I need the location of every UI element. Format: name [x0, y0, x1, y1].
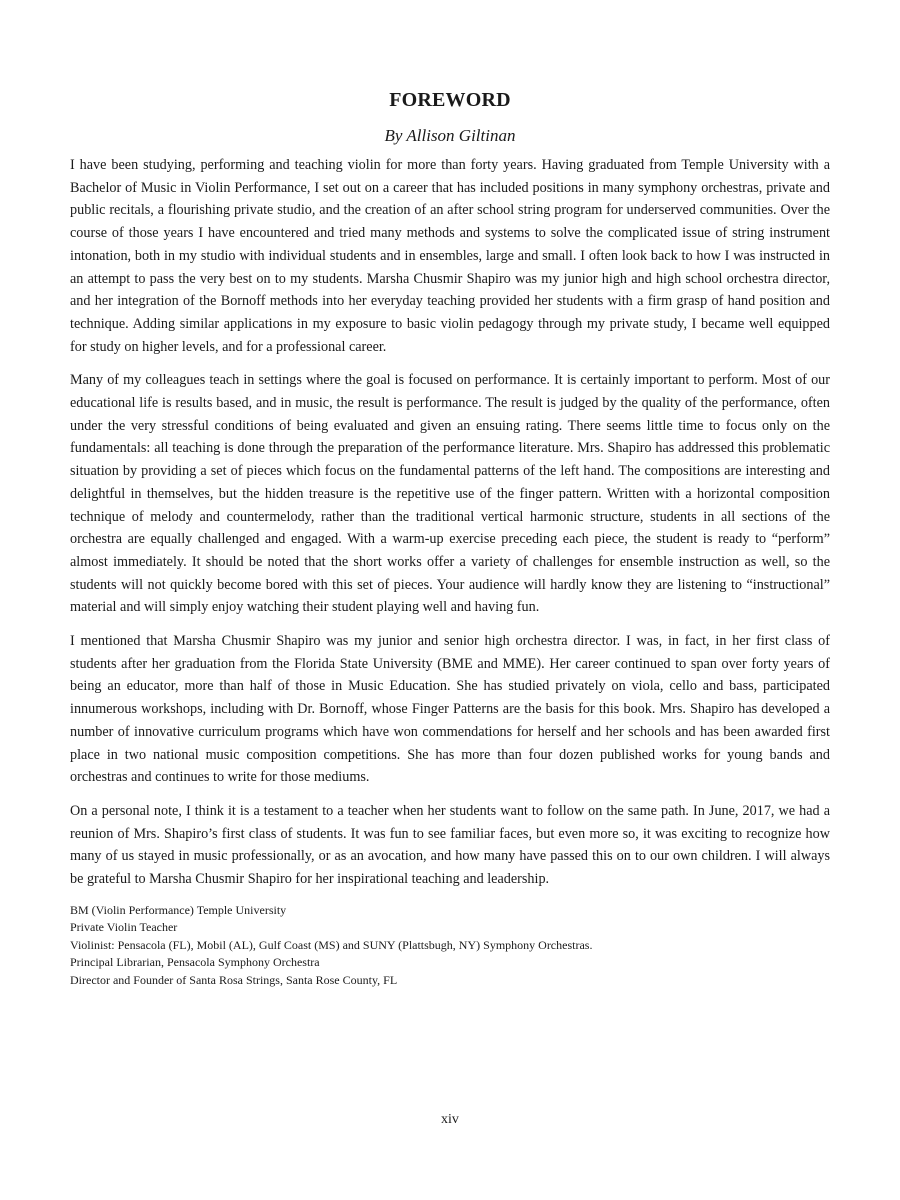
author-byline: By Allison Giltinan — [384, 126, 516, 145]
paragraph-4: On a personal note, I think it is a testament to a teacher when her students want to follow on the same path. In June, 2017, we had a reunion of Mrs. Shapiro’s first class of students. It was fun to see familiar faces, but even more so, it was exciting to recognize how many of us stayed in music professionally, or as an avocation, and how many have passed this on to our own children. I will always be grateful to Marsha Chusmir Shapiro for her inspirational teaching and leadership. — [70, 802, 830, 888]
credential-line: Principal Librarian, Pensacola Symphony Orchestra — [70, 955, 320, 970]
page-title: FOREWORD — [389, 89, 511, 111]
paragraph-2: Many of my colleagues teach in settings where the goal is focused on performance. It is certainly important to perform. Most of our educational life is results based, and in music, the result is performance. The result is judged by the quality of the performance, often under the very stressful conditions of being evaluated and given an ensuing rating. There seems little time to focus only on the fundamentals: all teaching is done through the preparation of the performance literature. Mrs. Shapiro has addressed this problematic situation by providing a set of pieces which focus on the fundamental patterns of the left hand. The compositions are interesting and delightful in themselves, but the hidden treasure is the repetitive use of the finger pattern. Written with a horizontal composition technique of melody and countermelody, rather than the traditional vertical harmonic structure, students in all sections of the orchestra are equally challenged and engaged. With a warm-up exercise preceding each piece, the student is ready to “perform” almost immediately. It should be noted that the short works offer a variety of challenges for ensemble instruction as well, so the students will not quickly become bored with this set of pieces. Your audience will hardly know they are listening to “instructional” material and will simply enjoy watching their student playing well and having fun. — [70, 372, 830, 616]
credential-line: Private Violin Teacher — [70, 920, 178, 935]
paragraph-1: I have been studying, performing and teaching violin for more than forty years. Having graduated from Temple University with a Bachelor of Music in Violin Performance, I set out on a career that has included positions in many symphony orchestras, private and public recitals, a flourishing private studio, and the creation of an after school string program for underserved communities. Over the course of those years I have encountered and tried many methods and systems to solve the complicated issue of string instrument intonation, both in my studio with individual students and in ensembles, large and small. I often look back to how I was instructed in an attempt to pass the very best on to my students. Marsha Chusmir Shapiro was my junior high and high school orchestra director, and her integration of the Bornoff methods into her everyday teaching provided her students with a firm grasp of hand position and technique. Adding similar applications in my exposure to basic violin pedagogy through my private study, I became well equipped for study on higher levels, and for a professional career. — [70, 157, 830, 355]
credential-line: Director and Founder of Santa Rosa Strings, Santa Rose County, FL — [70, 972, 398, 987]
page-number: xiv — [441, 1112, 459, 1127]
credential-line: BM (Violin Performance) Temple University — [70, 902, 287, 917]
credential-line: Violinist: Pensacola (FL), Mobil (AL), Gulf Coast (MS) and SUNY (Plattsbugh, NY) Symphony Orchestras. — [70, 937, 593, 952]
paragraph-3: I mentioned that Marsha Chusmir Shapiro was my junior and senior high orchestra director. I was, in fact, in her first class of students after her graduation from the Florida State University (BME and MME). Her career continued to span over forty years of being an educator, more than half of those in Music Education. She has studied privately on viola, cello and bass, participated innumerous workshops, including with Dr. Bornoff, whose Finger Patterns are the basis for this book. Mrs. Shapiro has developed a number of innovative curriculum programs which have won commendations for herself and her schools and has been awarded first place in two national music composition competitions. She has more than four dozen published works for young bands and orchestras and continues to write for those mediums. — [70, 633, 830, 786]
author-credentials — [70, 902, 830, 990]
